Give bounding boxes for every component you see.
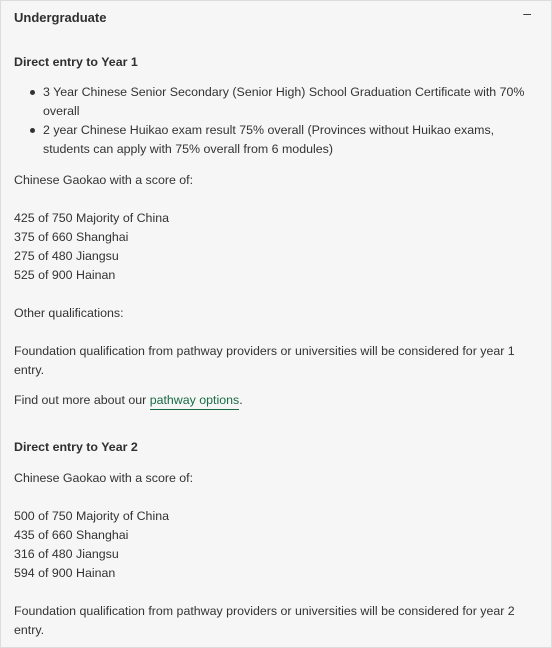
score-line: 500 of 750 Majority of China: [14, 509, 169, 523]
year1-gaokao-intro: Chinese Gaokao with a score of:: [14, 173, 194, 187]
accordion-title: Undergraduate: [14, 10, 107, 25]
year1-heading: Direct entry to Year 1: [14, 55, 138, 69]
list-item: 3 Year Chinese Senior Secondary (Senior High) School Graduation Certificate with 70% overall: [43, 83, 538, 121]
year2-gaokao-intro: Chinese Gaokao with a score of:: [14, 471, 194, 485]
score-line: 594 of 900 Hainan: [14, 566, 116, 580]
score-line: 275 of 480 Jiangsu: [14, 249, 119, 263]
year1-score-list: [14, 209, 538, 285]
year2-heading: Direct entry to Year 2: [14, 440, 138, 454]
score-line: 435 of 660 Shanghai: [14, 528, 129, 542]
pathway-options-link[interactable]: pathway options: [150, 393, 240, 410]
score-line: 375 of 660 Shanghai: [14, 230, 129, 244]
year2-foundation-text: Foundation qualification from pathway providers or universities will be considered for year 2 entry.: [14, 604, 515, 637]
year1-foundation-text: Foundation qualification from pathway providers or universities will be considered for year 1 entry.: [14, 344, 515, 377]
score-line: 316 of 480 Jiangsu: [14, 547, 119, 561]
year2-score-list: [14, 507, 538, 583]
accordion-content: [1, 53, 551, 640]
collapse-icon[interactable]: –: [523, 5, 531, 21]
find-more-suffix: .: [239, 393, 243, 407]
accordion-header-undergraduate[interactable]: [1, 1, 551, 31]
list-item: 2 year Chinese Huikao exam result 75% overall (Provinces without Huikao exams, students can apply with 75% overall from 6 modules): [43, 121, 538, 159]
score-line: 425 of 750 Majority of China: [14, 211, 169, 225]
year1-requirements-list: [14, 83, 538, 159]
score-line: 525 of 900 Hainan: [14, 268, 116, 282]
other-qualifications-label: Other qualifications:: [14, 306, 124, 320]
find-more-text: [14, 391, 538, 410]
find-more-prefix: Find out more about our: [14, 393, 150, 407]
